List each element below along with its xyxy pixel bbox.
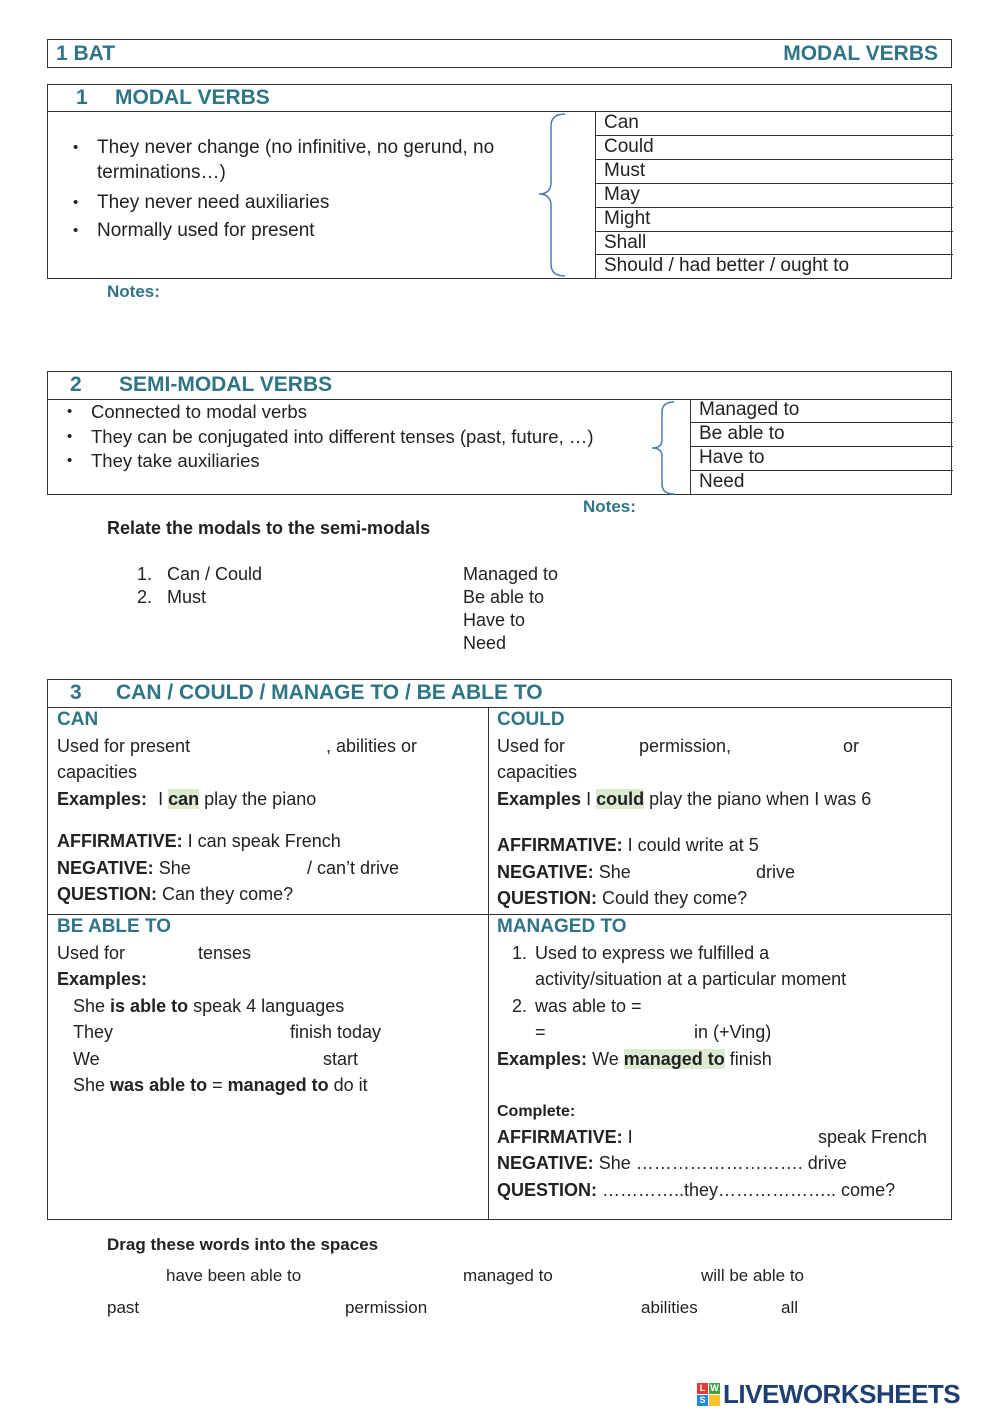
managed-neg-text: She ………………………. drive <box>598 1153 847 1173</box>
logo-square-blank <box>709 1395 720 1406</box>
section1-number: 1 <box>76 86 88 109</box>
section2-bullet: • Connected to modal verbs <box>91 399 307 425</box>
modals-table <box>595 112 953 279</box>
could-heading: COULD <box>497 709 565 730</box>
beable-line1b: tenses <box>198 943 252 963</box>
section3-vert-line <box>488 707 489 1220</box>
drag-word[interactable]: past <box>107 1298 140 1317</box>
header-level: 1 BAT <box>56 42 116 65</box>
section2-bullet: • They take auxiliaries <box>91 448 260 474</box>
logo-square-w: W <box>710 1383 719 1393</box>
drag-word[interactable]: all <box>781 1298 799 1317</box>
could-affirmative <box>497 835 759 856</box>
drag-word[interactable]: permission <box>345 1298 428 1317</box>
can-example <box>57 789 316 810</box>
relate-left-number: 1. <box>137 564 153 584</box>
can-neg-label: NEGATIVE: <box>57 858 154 878</box>
could-q-label: QUESTION: <box>497 888 598 908</box>
can-line1b: , abilities or <box>326 736 418 756</box>
could-q-text: Could they come? <box>602 888 748 908</box>
beable-line1a: Used for <box>57 943 126 963</box>
section3-number: 3 <box>70 681 82 704</box>
brace-icon <box>535 112 575 278</box>
relate-right-item[interactable]: Managed to <box>463 564 559 584</box>
beable-examples-label: Examples: <box>57 969 148 989</box>
beable-e4-c: = <box>212 1075 223 1095</box>
managed-example-highlight: managed to <box>623 1049 725 1069</box>
modal-cell: Shall <box>596 232 953 255</box>
could-aff-text: I could write at 5 <box>627 835 759 855</box>
managed-negative <box>497 1153 847 1174</box>
section2-number: 2 <box>70 373 82 396</box>
drag-word[interactable]: managed to <box>463 1266 553 1285</box>
can-line1a: Used for present <box>57 736 191 756</box>
can-line2: capacities <box>57 762 138 782</box>
section3-mid-line <box>47 914 952 915</box>
managed-example-post: finish <box>729 1049 772 1069</box>
can-example-label: Examples: <box>57 789 148 809</box>
managed-example <box>497 1049 772 1070</box>
can-question <box>57 884 293 905</box>
could-neg-text-b: drive <box>756 862 796 882</box>
can-q-label: QUESTION: <box>57 884 158 904</box>
could-example-highlight: could <box>596 789 645 809</box>
semimodals-table <box>690 399 953 495</box>
beable-e4-e: do it <box>333 1075 368 1095</box>
relate-title: Relate the modals to the semi-modals <box>107 518 431 538</box>
relate-left-number: 2. <box>137 587 153 607</box>
can-affirmative <box>57 831 341 852</box>
can-aff-text: I can speak French <box>187 831 341 851</box>
could-negative <box>497 862 631 883</box>
beable-example-1 <box>73 996 344 1017</box>
could-example <box>497 789 871 810</box>
semimodal-cell: Have to <box>691 447 953 471</box>
beable-heading: BE ABLE TO <box>57 916 172 937</box>
modal-cell: Must <box>596 160 953 184</box>
beable-e4-d: managed to <box>227 1075 329 1095</box>
drag-word[interactable]: have been able to <box>166 1266 302 1285</box>
section2-title: SEMI-MODAL VERBS <box>119 373 333 396</box>
liveworksheets-logo <box>697 1379 960 1410</box>
managed-point-3b: in (+Ving) <box>694 1022 772 1042</box>
modal-cell: Should / had better / ought to <box>604 255 850 276</box>
can-example-post: play the piano <box>204 789 317 809</box>
beable-e2-b: finish today <box>290 1022 382 1042</box>
liveworksheets-logo-icon <box>697 1383 720 1406</box>
managed-point-1a: Used to express we fulfilled a <box>535 943 770 963</box>
managed-num-2: 2. <box>512 996 528 1016</box>
relate-left-item: Must <box>167 587 207 607</box>
drag-word[interactable]: abilities <box>641 1298 698 1317</box>
managed-aff-label: AFFIRMATIVE: <box>497 1127 623 1147</box>
managed-num-1: 1. <box>512 943 528 963</box>
section1-bullet-cont: terminations…) <box>97 162 226 183</box>
beable-e3-b: start <box>323 1049 359 1069</box>
relate-right-item[interactable]: Have to <box>463 610 526 630</box>
managed-example-label: Examples: <box>497 1049 588 1069</box>
semimodal-cell: Managed to <box>691 399 953 423</box>
logo-square-s: S <box>697 1395 708 1406</box>
managed-point-3a: = <box>535 1022 546 1042</box>
relate-right-item[interactable]: Need <box>463 633 507 653</box>
section1-bullet: • They never need auxiliaries <box>97 189 329 216</box>
liveworksheets-logo-text: LIVEWORKSHEETS <box>723 1379 961 1409</box>
beable-e1-b: is able to <box>110 996 189 1016</box>
section1-title: MODAL VERBS <box>115 86 270 109</box>
managed-question <box>497 1180 895 1201</box>
section1-bullet: • They never change (no infinitive, no gerund, no <box>97 134 494 161</box>
can-neg-text-b: / can’t drive <box>307 858 400 878</box>
could-example-label: Examples <box>497 789 582 809</box>
could-line1a: Used for <box>497 736 566 756</box>
modal-cell: Could <box>596 136 953 160</box>
beable-e1-c: speak 4 languages <box>193 996 345 1016</box>
could-neg-label: NEGATIVE: <box>497 862 594 882</box>
could-example-pre: I <box>586 789 592 809</box>
section3-title: CAN / COULD / MANAGE TO / BE ABLE TO <box>116 681 543 704</box>
section2-notes: Notes: <box>583 497 636 516</box>
could-question <box>497 888 747 909</box>
managed-neg-label: NEGATIVE: <box>497 1153 594 1173</box>
can-example-pre: I <box>158 789 164 809</box>
managed-point-1b: activity/situation at a particular moment <box>535 969 847 989</box>
can-negative <box>57 858 191 879</box>
managed-complete-label: Complete: <box>497 1103 576 1120</box>
header-topic: MODAL VERBS <box>783 42 938 65</box>
section1-notes: Notes: <box>107 282 160 301</box>
managed-point-2: was able to = <box>535 996 642 1016</box>
section1-bullet: • Normally used for present <box>97 217 315 244</box>
managed-aff-b: speak French <box>818 1127 928 1147</box>
beable-e2-a: They <box>73 1022 114 1042</box>
relate-right-item[interactable]: Be able to <box>463 587 545 607</box>
can-neg-text-a: She <box>158 858 191 878</box>
beable-e3-a: We <box>73 1049 100 1069</box>
managed-example-pre: We <box>592 1049 619 1069</box>
drag-word[interactable]: will be able to <box>701 1266 805 1285</box>
section2-bullet: • They can be conjugated into different tenses (past, future, …) <box>91 424 594 450</box>
managed-q-text: …………..they……………….. come? <box>602 1180 896 1200</box>
beable-e1-a: She <box>73 996 106 1016</box>
can-q-text: Can they come? <box>162 884 294 904</box>
modal-cell: Can <box>596 112 953 136</box>
modal-cell: May <box>596 184 953 208</box>
could-neg-text-a: She <box>598 862 631 882</box>
managed-affirmative <box>497 1127 633 1148</box>
modal-cell: Might <box>596 208 953 232</box>
could-line1b: permission, <box>639 736 732 756</box>
relate-left-item: Can / Could <box>167 564 263 584</box>
managed-q-label: QUESTION: <box>497 1180 598 1200</box>
can-example-highlight: can <box>168 789 200 809</box>
can-heading: CAN <box>57 709 99 730</box>
brace-icon <box>648 400 680 496</box>
beable-example-4 <box>73 1075 368 1096</box>
beable-e4-b: was able to <box>110 1075 208 1095</box>
section3-title-line <box>47 707 952 708</box>
semimodal-cell: Be able to <box>691 423 953 447</box>
can-aff-label: AFFIRMATIVE: <box>57 831 183 851</box>
logo-square-l: L <box>697 1383 708 1394</box>
could-line1c: or <box>843 736 860 756</box>
managed-heading: MANAGED TO <box>497 916 627 937</box>
beable-e4-a: She <box>73 1075 106 1095</box>
could-line2: capacities <box>497 762 578 782</box>
could-aff-label: AFFIRMATIVE: <box>497 835 623 855</box>
semimodal-cell: Need <box>699 471 745 492</box>
drag-title: Drag these words into the spaces <box>107 1235 379 1254</box>
could-example-post: play the piano when I was 6 <box>649 789 872 809</box>
managed-aff-a: I <box>627 1127 633 1147</box>
